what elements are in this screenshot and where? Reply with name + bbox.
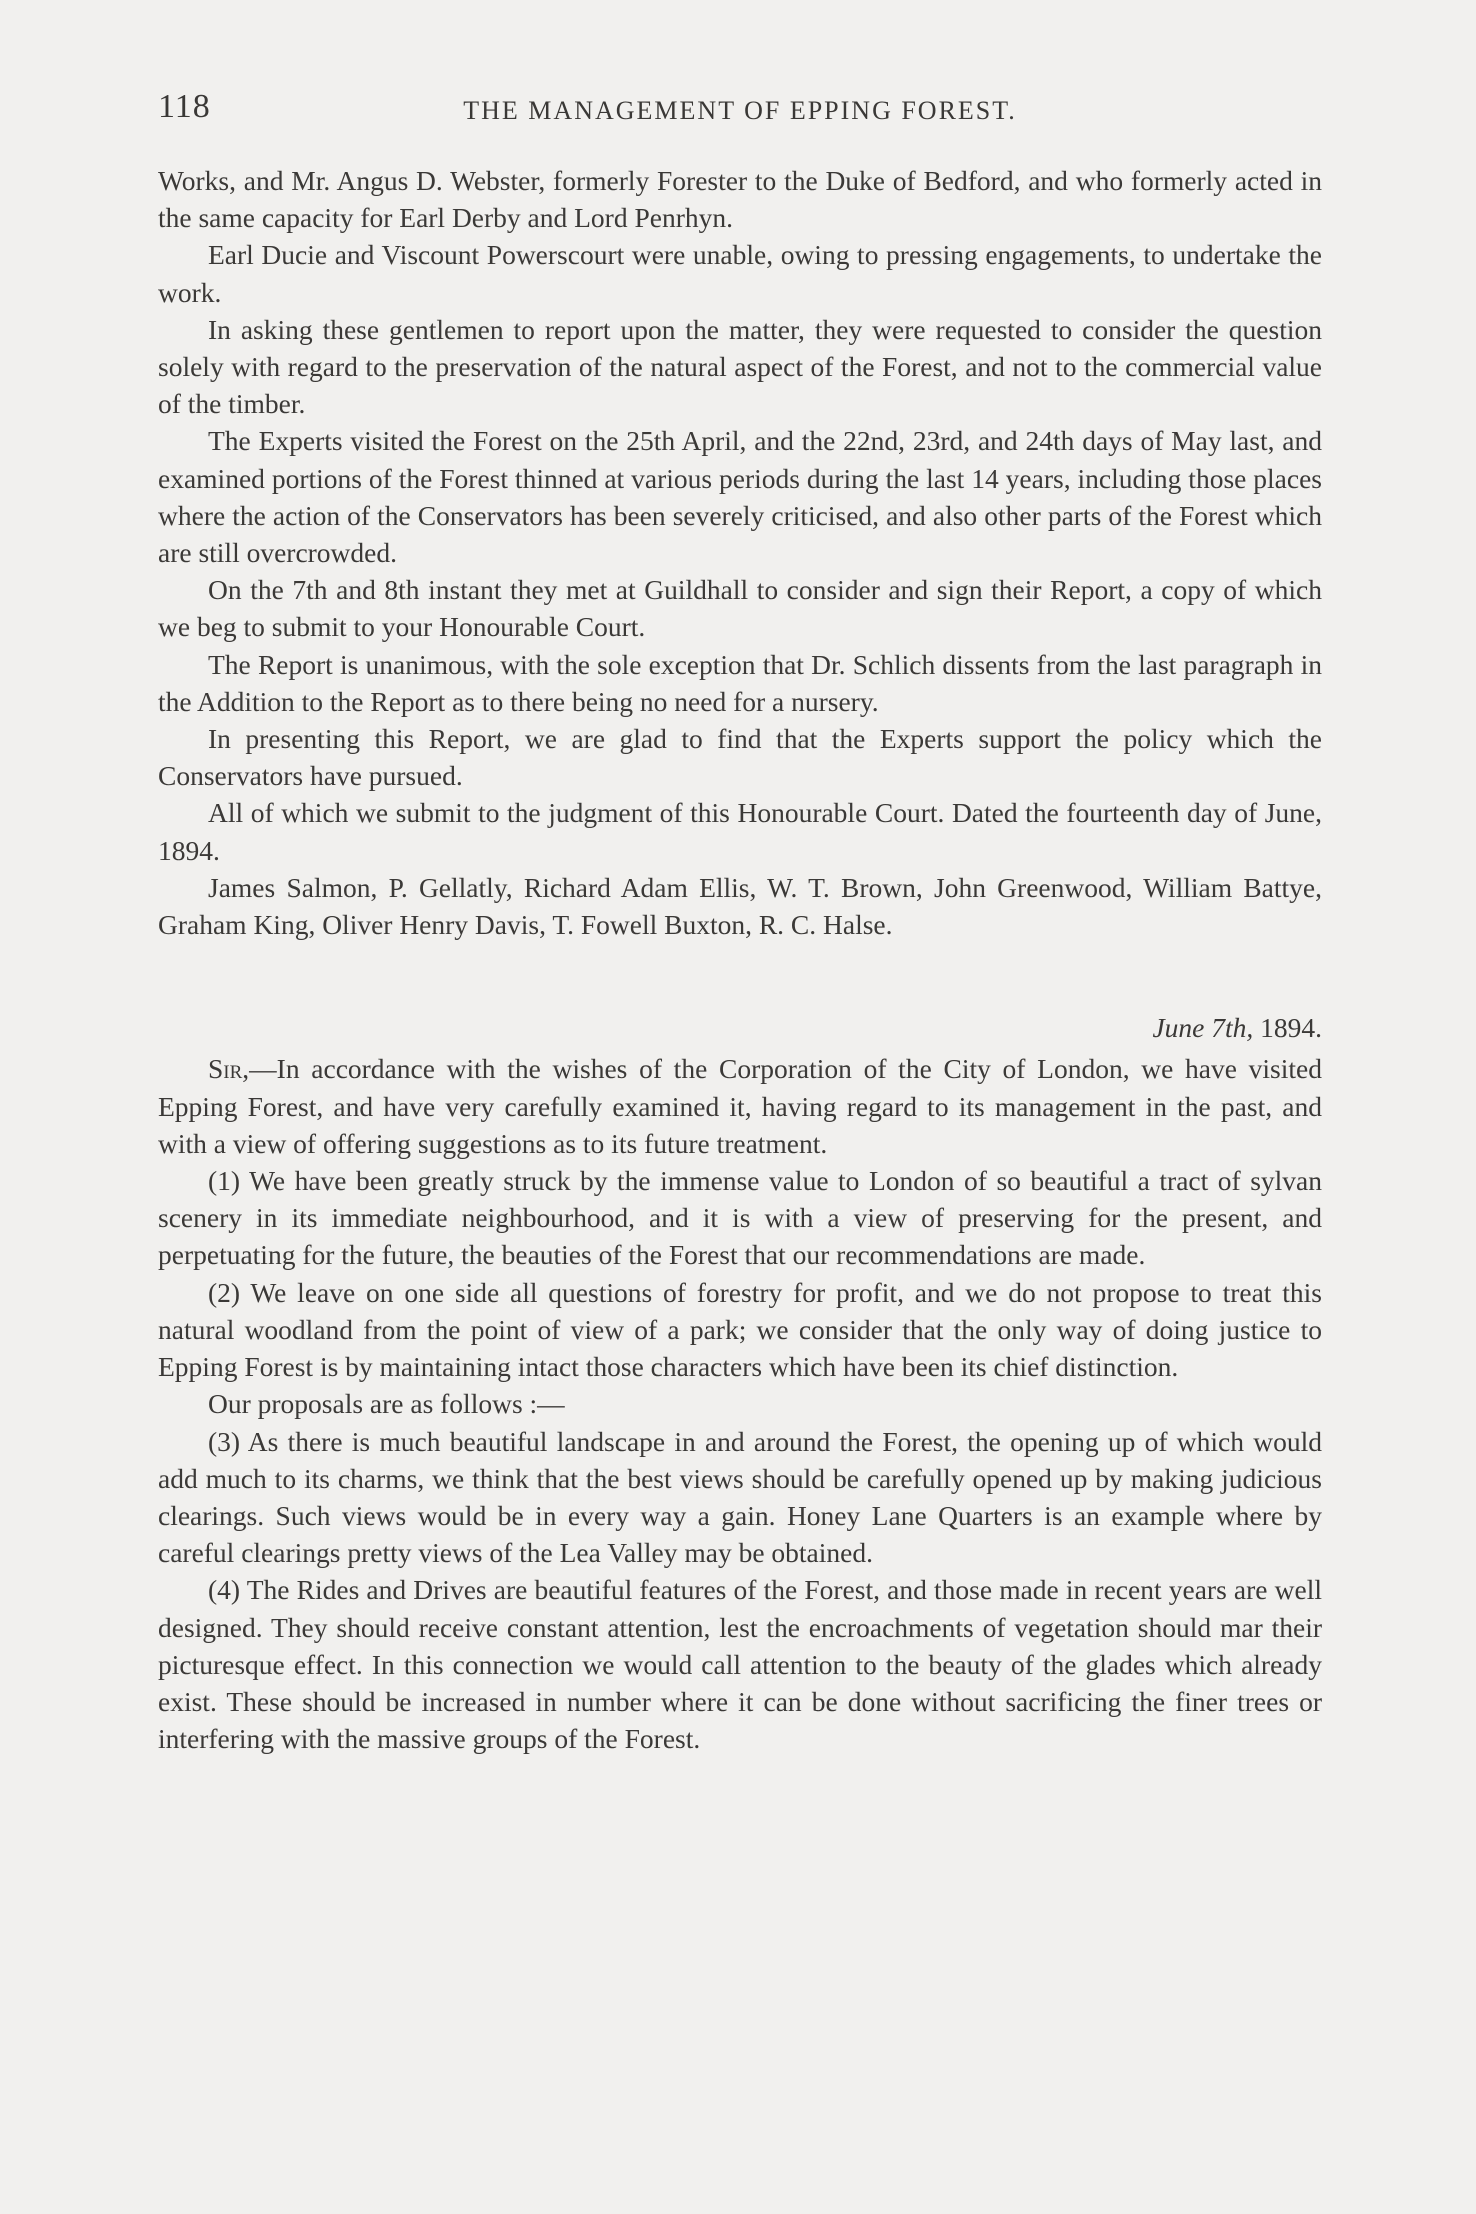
letter-opening-text: —In accordance with the wishes of the Corporation of the City of London, we have visited Epping Forest, and have very carefully examined it, having regard to its management in the past, and with a view of offering suggestions as to its future treatment.: [158, 1053, 1322, 1159]
letter-paragraph: (2) We leave on one side all questions of forestry for profit, and we do not propose to treat this natural woodland from the point of view of a park; we consider that the only way of doing justice to Epping Forest is by maintaining intact those characters which have been its chief distinction.: [158, 1276, 1322, 1383]
paragraph-continuation: Works, and Mr. Angus D. Webster, formerly Forester to the Duke of Bedford, and who formerly acted in the same capacity for Earl Derby and Lord Penrhyn.: [158, 165, 1322, 234]
paragraph: Earl Ducie and Viscount Powerscourt were unable, owing to pressing engagements, to undertake the work.: [158, 239, 1322, 308]
page-header: [158, 88, 1322, 128]
signatories: James Salmon, P. Gellatly, Richard Adam Ellis, W. T. Brown, John Greenwood, William Battye, Graham King, Oliver Henry Davis, T. Fowell Buxton, R. C. Halse.: [158, 871, 1322, 941]
letter-date-year: 1894.: [1260, 1012, 1322, 1044]
paragraph: The Experts visited the Forest on the 25th April, and the 22nd, 23rd, and 24th days of May last, and examined portions of the Forest thinned at various periods during the last 14 years, including those places where the action of the Conservators has been severely criticised, and also other parts of the Forest which are still overcrowded.: [158, 425, 1322, 569]
paragraph: All of which we submit to the judgment of this Honourable Court. Dated the fourteenth day of June, 1894.: [158, 797, 1322, 866]
letter-paragraph: (3) As there is much beautiful landscape in and around the Forest, the opening up of which would add much to its charms, we think that the best views should be carefully opened up by making judicious clearings. Such views would be in every way a gain. Honey Lane Quarters is an example where by careful clearings pretty views of the Lea Valley may be obtained.: [158, 1425, 1322, 1569]
paragraph: In presenting this Report, we are glad to find that the Experts support the policy which the Conservators have pursued.: [158, 723, 1322, 792]
paragraph: On the 7th and 8th instant they met at Guildhall to consider and sign their Report, a copy of which we beg to submit to your Honourable Court.: [158, 574, 1322, 643]
page-number: 118: [158, 88, 211, 125]
paragraph: The Report is unanimous, with the sole exception that Dr. Schlich dissents from the last paragraph in the Addition to the Report as to there being no need for a nursery.: [158, 648, 1322, 717]
running-title: THE MANAGEMENT OF EPPING FOREST.: [463, 96, 1017, 125]
letter-date: [158, 1009, 1322, 1046]
letter-paragraph: Our proposals are as follows :—: [208, 1388, 565, 1420]
letter-paragraph: (1) We have been greatly struck by the immense value to London of so beautiful a tract of sylvan scenery in its immediate neighbourhood, and it is with a view of preserving for the present, and perpetuating for the future, the beauties of the Forest that our recommendations are made.: [158, 1165, 1322, 1271]
letter-date-day: June 7th,: [1152, 1012, 1254, 1044]
salutation: Sir,: [208, 1053, 250, 1085]
letter-paragraph: (4) The Rides and Drives are beautiful features of the Forest, and those made in recent years are well designed. They should receive constant attention, lest the encroachments of vegetation should mar their picturesque effect. In this connection we would call attention to the beauty of the glades which already exist. These should be increased in number where it can be done without sacrificing the finer trees or interfering with the massive groups of the Forest.: [158, 1574, 1322, 1755]
paragraph: In asking these gentlemen to report upon the matter, they were requested to consider the question solely with regard to the preservation of the natural aspect of the Forest, and not to the commercial value of the timber.: [158, 313, 1322, 420]
letter-opening: [158, 1050, 1322, 1162]
page-body: [158, 162, 1322, 1757]
